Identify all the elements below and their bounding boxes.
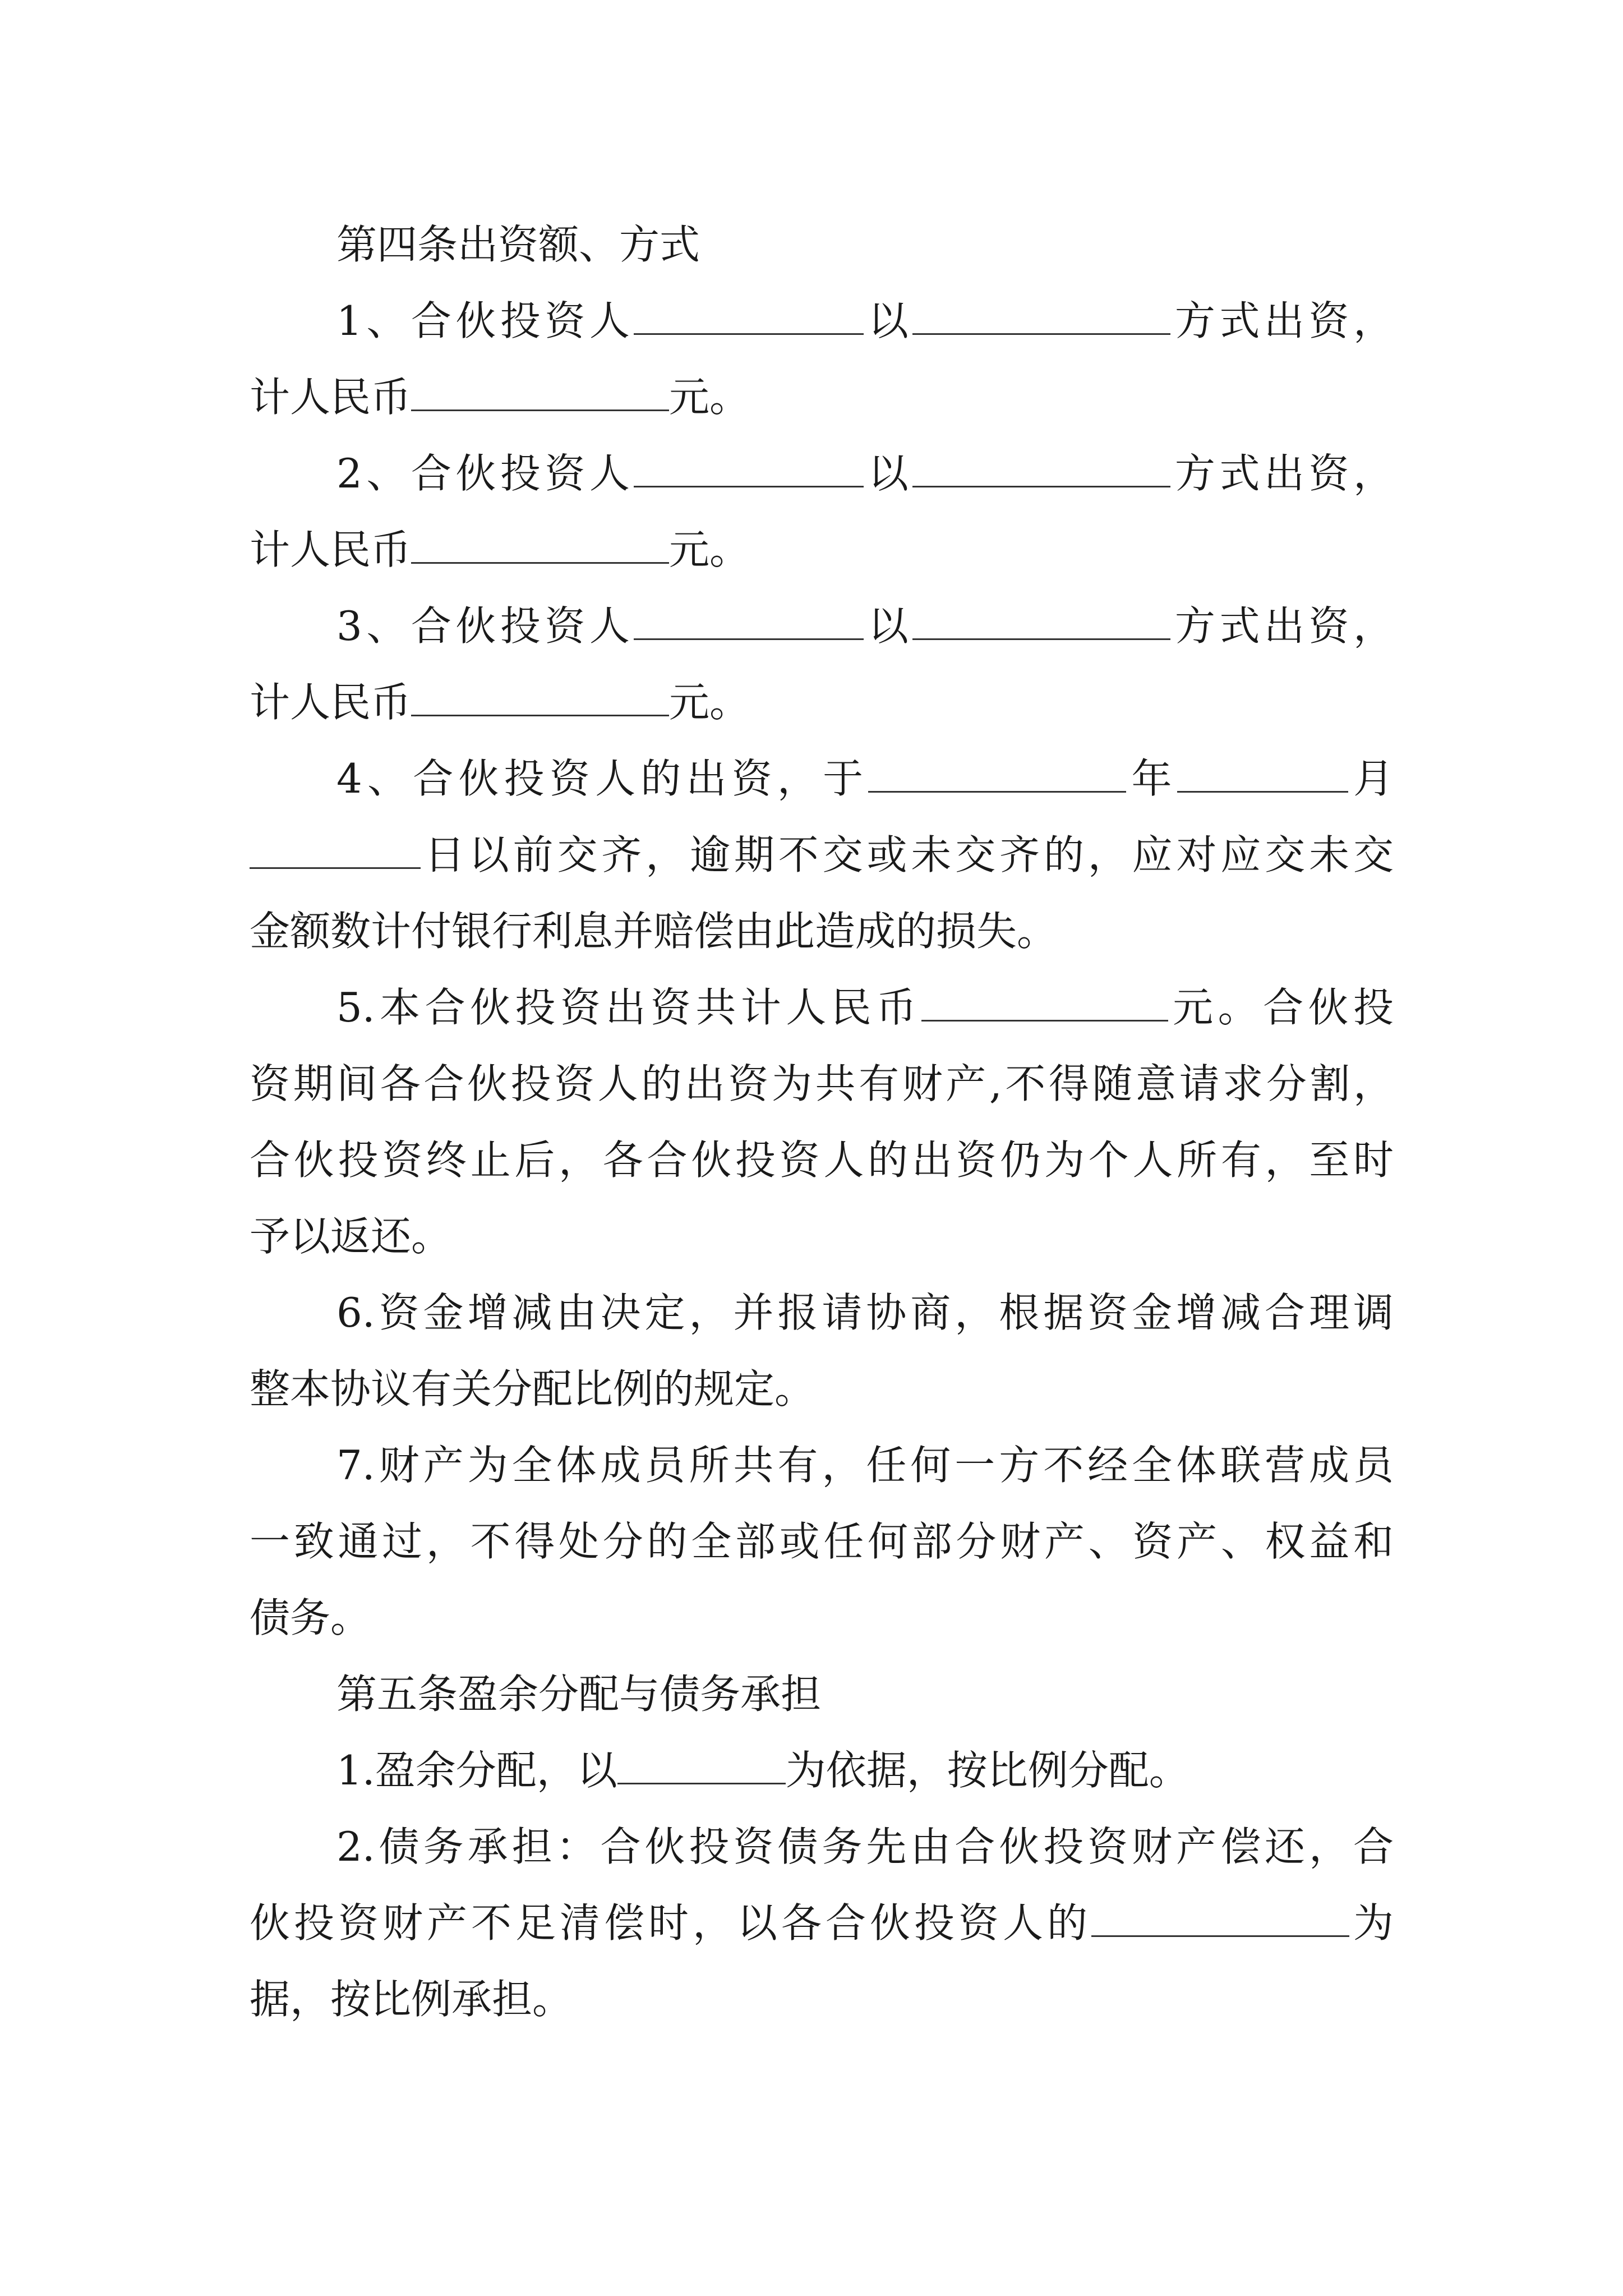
article5-item2-line3	[250, 1961, 1394, 2037]
item5-text-c: 资期间各合伙投资人的出资为共有财产,不得随意请求分割，	[250, 1060, 1394, 1107]
item1-text-e: 元。	[669, 374, 750, 421]
item1-text-c: 方式出资，	[1170, 297, 1394, 344]
a5-item2-text-c: 为	[1349, 1899, 1394, 1947]
a5-item1-text-a: 1.盈余分配，以	[336, 1747, 617, 1794]
item4-text-c: 月	[1348, 755, 1394, 802]
item1-text-b: 以	[864, 297, 913, 344]
article5-item2-line1	[250, 1809, 1394, 1885]
article4-heading-text: 第四条出资额、方式	[336, 221, 700, 268]
article4-item7-line3	[250, 1580, 1394, 1656]
month-blank[interactable]	[1177, 754, 1348, 793]
item2-text-c: 方式出资，	[1170, 450, 1394, 497]
article4-item5-line2	[250, 1046, 1394, 1122]
item3-text-c: 方式出资，	[1170, 602, 1394, 650]
article4-item5-line1	[250, 969, 1394, 1046]
a5-item2-text-d: 据，按比例承担。	[250, 1976, 573, 2023]
investor-name-blank-1[interactable]	[634, 296, 864, 335]
item2-text-a: 2、合伙投资人	[336, 450, 634, 497]
item2-text-e: 元。	[669, 526, 750, 573]
article4-item1-line2	[250, 359, 1394, 435]
article4-item2-line1	[250, 435, 1394, 512]
article4-item4-line2	[250, 817, 1394, 893]
a5-item1-text-b: 为依据，按比例分配。	[785, 1747, 1189, 1794]
item5-text-e: 予以返还。	[250, 1213, 452, 1260]
item5-text-d: 合伙投资终止后，各合伙投资人的出资仍为个人所有，至时	[250, 1137, 1394, 1184]
article4-item6-line1	[250, 1274, 1394, 1351]
item7-text-a: 7.财产为全体成员所共有，任何一方不经全体联营成员	[336, 1442, 1394, 1489]
a5-item2-text-b: 伙投资财产不足清偿时，以各合伙投资人的	[250, 1899, 1091, 1947]
year-blank[interactable]	[868, 754, 1126, 793]
article5-heading-text: 第五条盈余分配与债务承担	[336, 1671, 822, 1718]
article4-item3-line1	[250, 588, 1394, 664]
contribution-method-blank-3[interactable]	[912, 601, 1170, 640]
profit-basis-blank[interactable]	[617, 1746, 786, 1784]
item3-text-d: 计人民币	[250, 679, 412, 726]
amount-blank-2[interactable]	[411, 525, 669, 564]
article5-heading	[250, 1656, 1394, 1732]
item3-text-e: 元。	[669, 679, 750, 726]
item4-text-e: 金额数计付银行利息并赔偿由此造成的损失。	[250, 908, 1058, 955]
article4-item1-line1	[250, 283, 1394, 359]
item2-text-d: 计人民币	[250, 526, 412, 573]
item5-text-a: 5.本合伙投资出资共计人民币	[336, 984, 921, 1031]
article4-item6-line2	[250, 1351, 1394, 1427]
investor-name-blank-2[interactable]	[634, 449, 864, 487]
item7-text-c: 债务。	[250, 1594, 371, 1641]
article4-item3-line2	[250, 664, 1394, 740]
item7-text-b: 一致通过，不得处分的全部或任何部分财产、资产、权益和	[250, 1518, 1394, 1565]
item5-text-b: 元。合伙投	[1168, 984, 1394, 1031]
item4-text-b: 年	[1126, 755, 1177, 802]
total-amount-blank[interactable]	[921, 983, 1168, 1022]
article5-item1-line1	[250, 1732, 1394, 1809]
amount-blank-3[interactable]	[411, 678, 669, 716]
day-blank[interactable]	[250, 830, 421, 869]
item6-text-a: 6.资金增减由决定，并报请协商，根据资金增减合理调	[336, 1289, 1394, 1336]
item1-text-a: 1、合伙投资人	[336, 297, 634, 344]
contribution-method-blank-1[interactable]	[912, 296, 1170, 335]
article4-heading	[250, 206, 1394, 283]
item4-text-a: 4、合伙投资人的出资，于	[336, 755, 869, 802]
article4-item5-line3	[250, 1122, 1394, 1198]
amount-blank-1[interactable]	[411, 372, 669, 411]
item4-text-d: 日以前交齐，逾期不交或未交齐的，应对应交未交	[421, 831, 1394, 878]
item1-text-d: 计人民币	[250, 374, 412, 421]
item3-text-b: 以	[864, 602, 913, 650]
article4-item4-line3	[250, 893, 1394, 969]
article4-item7-line1	[250, 1427, 1394, 1503]
item6-text-b: 整本协议有关分配比例的规定。	[250, 1365, 815, 1412]
contribution-method-blank-2[interactable]	[912, 449, 1170, 487]
item3-text-a: 3、合伙投资人	[336, 602, 634, 650]
investor-name-blank-3[interactable]	[634, 601, 864, 640]
debt-basis-blank[interactable]	[1091, 1898, 1349, 1937]
article4-item4-line1	[250, 740, 1394, 817]
item2-text-b: 以	[864, 450, 913, 497]
article4-item5-line4	[250, 1198, 1394, 1274]
article4-item7-line2	[250, 1503, 1394, 1580]
article5-item2-line2	[250, 1885, 1394, 1961]
article4-item2-line2	[250, 512, 1394, 588]
a5-item2-text-a: 2.债务承担：合伙投资债务先由合伙投资财产偿还，合	[336, 1823, 1394, 1870]
